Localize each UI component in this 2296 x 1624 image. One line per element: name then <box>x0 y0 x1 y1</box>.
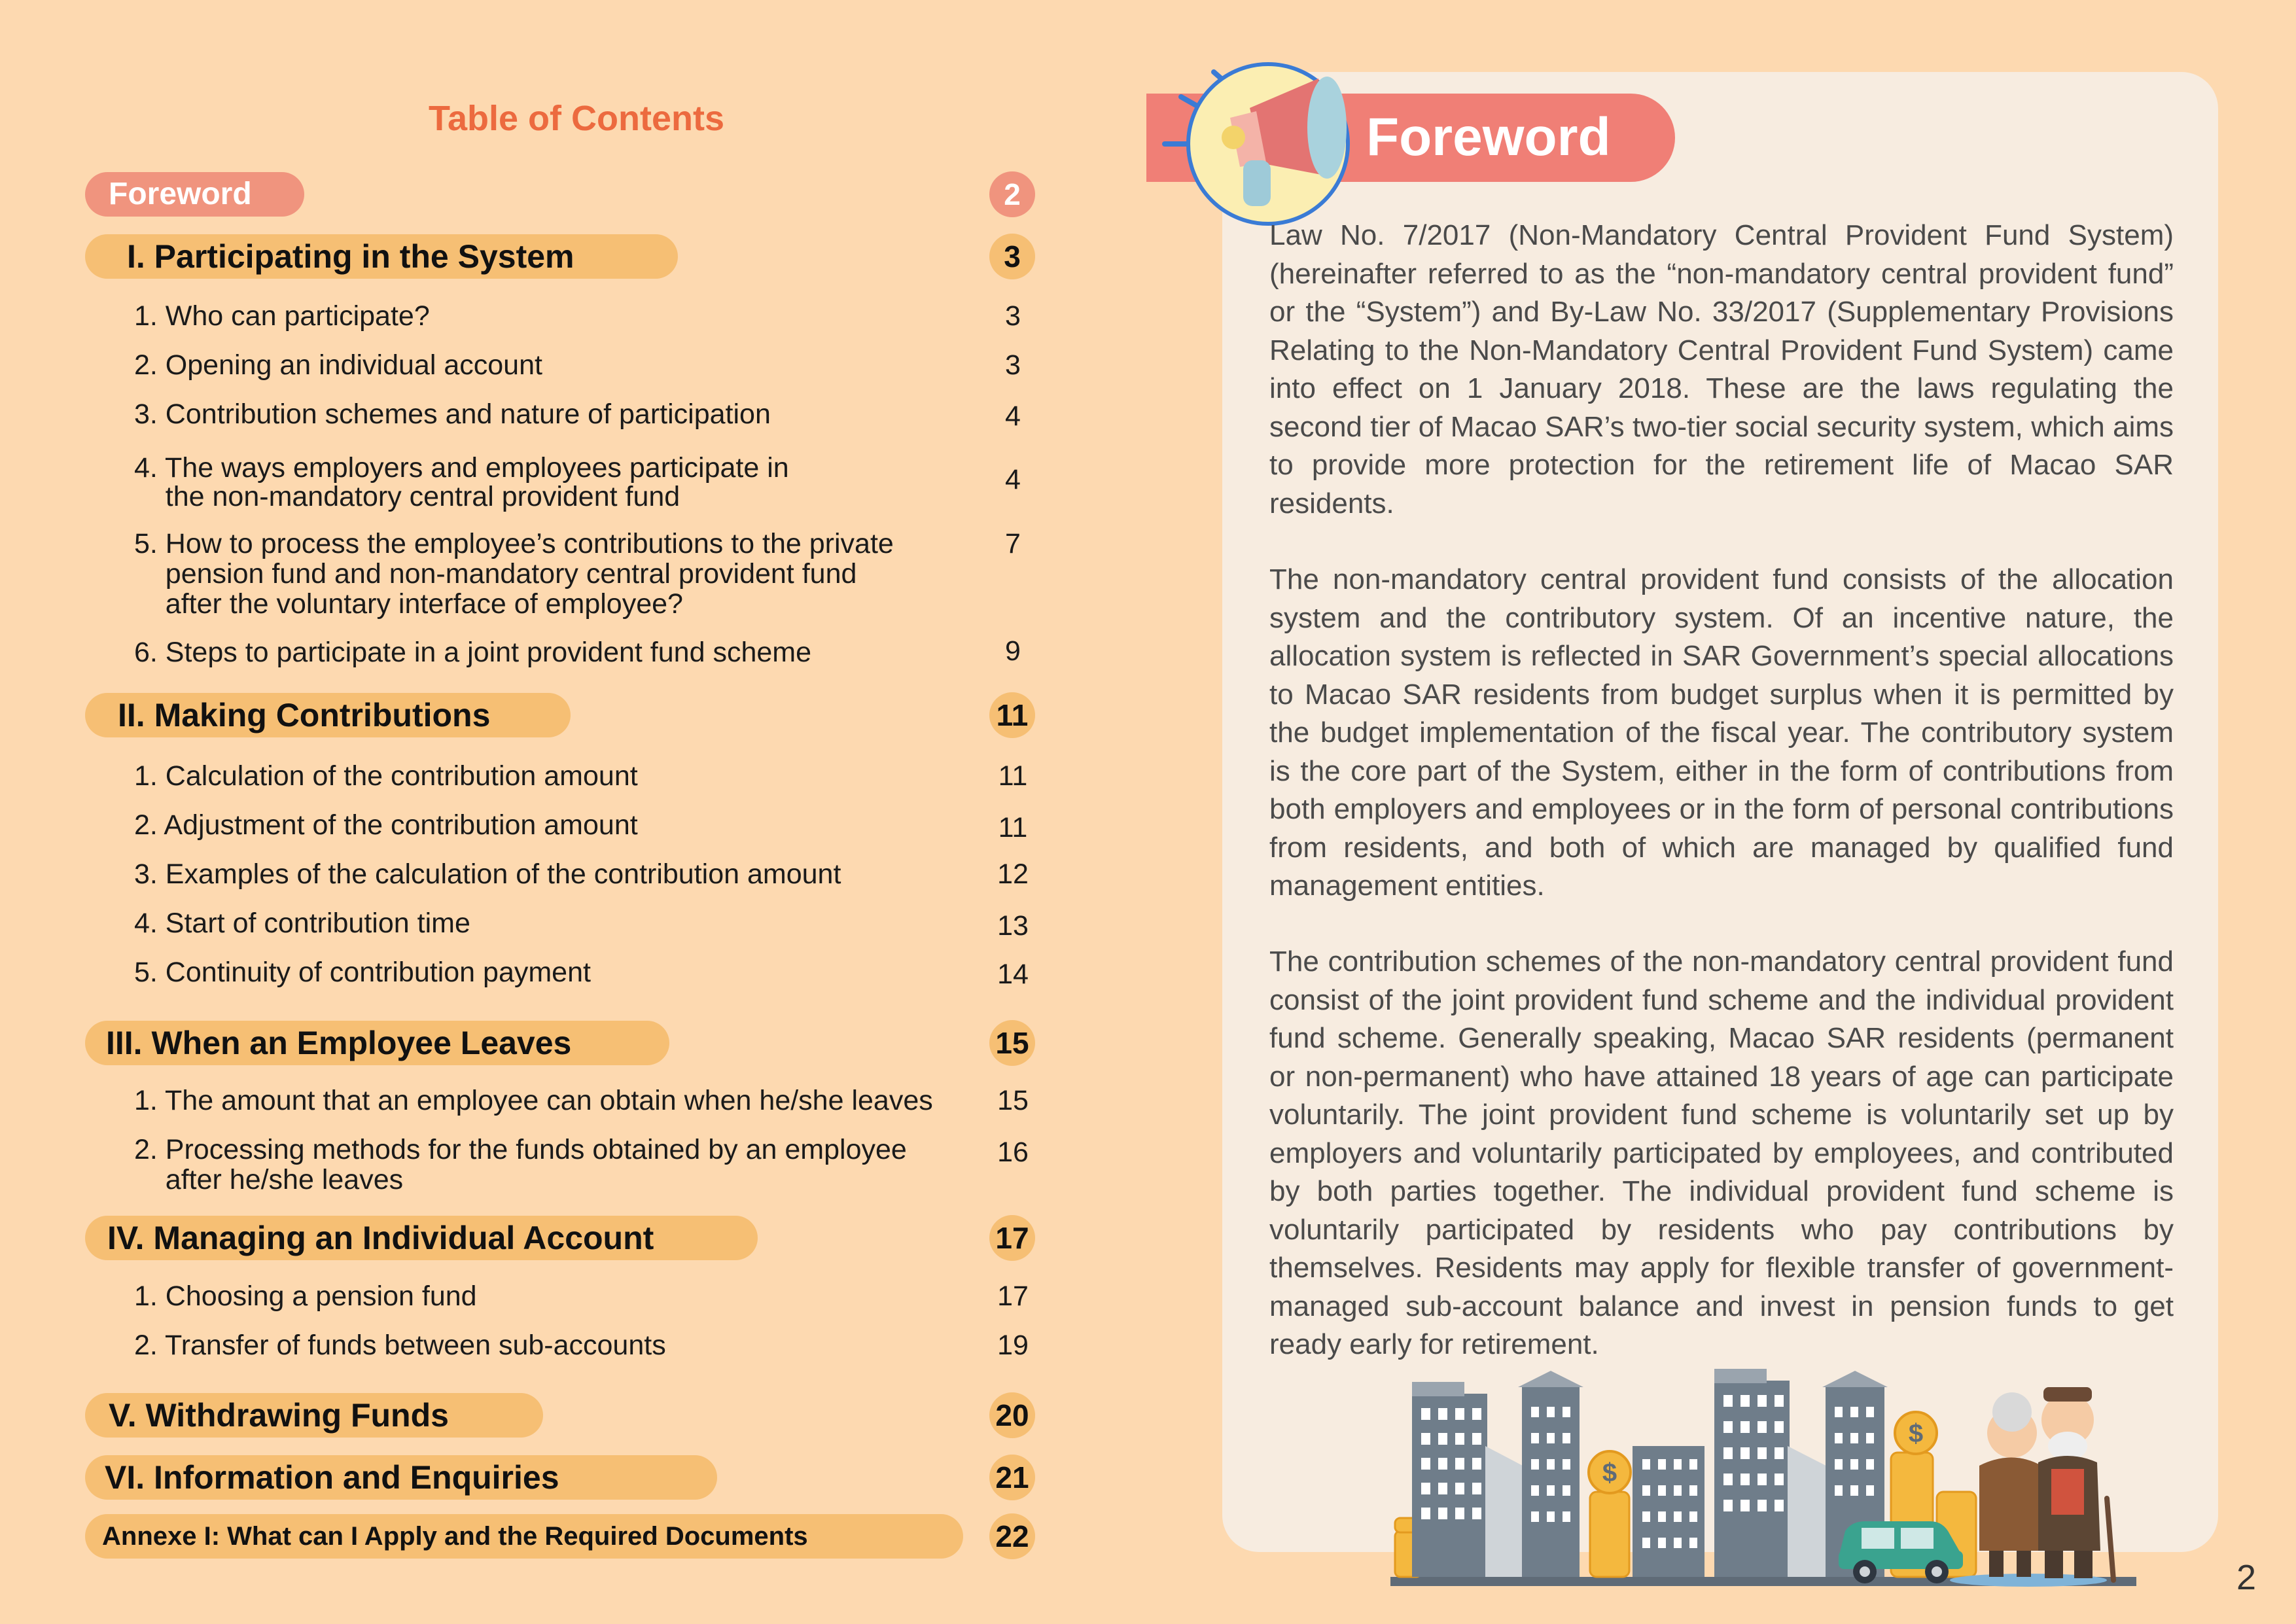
toc-section-5[interactable]: V. Withdrawing Funds <box>85 1393 543 1438</box>
toc-section-1-page: 3 <box>989 234 1035 279</box>
city-illustration <box>1387 1335 2140 1597</box>
toc-section-4[interactable]: IV. Managing an Individual Account <box>85 1216 758 1260</box>
svg-text:$: $ <box>1602 1458 1617 1487</box>
foreword-heading: Foreword <box>1366 107 1611 167</box>
toc-item-page: 11 <box>998 760 1028 792</box>
toc-item-page: 13 <box>997 910 1029 942</box>
toc-item[interactable]: 5. Continuity of contribution payment <box>134 957 591 988</box>
toc-item[interactable]: 4. Start of contribution time <box>134 908 470 939</box>
toc-item-page: 16 <box>997 1137 1029 1168</box>
toc-foreword-pill[interactable]: Foreword <box>85 172 304 217</box>
toc-item-page: 14 <box>997 959 1029 990</box>
toc-item-page: 4 <box>1005 400 1021 432</box>
toc-annexe-page: 22 <box>989 1513 1035 1559</box>
foreword-paragraph-3: The contribution schemes of the non-mandatory central provident fund consist of the joint provident fund scheme and the individual provident fund scheme. Generally speaking, Macao SAR residents (permanent or non-permanent) who have attained 18 years of age can participate voluntarily. The joint provident fund scheme is voluntarily set up by employers and voluntarily participated by employees, and contributed by both parties together. The individual provident fund scheme is voluntarily participated by residents who pay contributions by themselves. Residents may apply for flexible transfer of government-managed sub-account balance and invest in pension funds to get ready early for retirement. <box>1269 945 2174 1360</box>
toc-item[interactable]: 2. Opening an individual account <box>134 349 542 381</box>
toc-item-page: 11 <box>998 812 1028 843</box>
toc-item-page: 4 <box>1005 464 1021 495</box>
toc-item[interactable]: 4. The ways employers and employees participate in the non-mandatory central provident fund <box>134 452 789 512</box>
toc-item-page: 12 <box>997 858 1029 890</box>
toc-section-2[interactable]: II. Making Contributions <box>85 693 571 737</box>
megaphone-icon <box>1152 46 1368 229</box>
toc-item-page: 19 <box>997 1330 1029 1361</box>
toc-item[interactable]: 2. Adjustment of the contribution amount <box>134 809 638 841</box>
toc-item[interactable]: 2. Transfer of funds between sub-accounts <box>134 1330 666 1361</box>
toc-item-page: 15 <box>997 1085 1029 1116</box>
toc-item-page: 7 <box>1005 528 1021 559</box>
toc-section-5-page: 20 <box>989 1392 1035 1438</box>
toc-title: Table of Contents <box>429 99 724 138</box>
toc-section-3-page: 15 <box>989 1020 1035 1066</box>
toc-section-4-page: 17 <box>989 1215 1035 1261</box>
toc-section-6[interactable]: VI. Information and Enquiries <box>85 1455 717 1500</box>
toc-item[interactable]: 3. Contribution schemes and nature of participation <box>134 398 771 430</box>
toc-item[interactable]: 6. Steps to participate in a joint provident fund scheme <box>134 637 812 668</box>
page-number: 2 <box>2236 1558 2257 1597</box>
toc-annexe[interactable]: Annexe I: What can I Apply and the Required Documents <box>85 1514 963 1559</box>
toc-item-page: 17 <box>997 1280 1029 1312</box>
coin-dollar-icon <box>1589 1451 1631 1493</box>
toc-item[interactable]: 1. Choosing a pension fund <box>134 1280 477 1312</box>
toc-section-2-page: 11 <box>989 692 1035 738</box>
toc-item-page: 3 <box>1005 349 1021 381</box>
toc-item[interactable]: 1. Calculation of the contribution amount <box>134 760 638 792</box>
foreword-paragraph-2: The non-mandatory central provident fund consists of the allocation system and the contributory system. Of an incentive nature, the allocation system is reflected in SAR Government’s special allocations to Macao SAR residents from budget surplus when it is permitted by the budget implementation of the fiscal year. The contributory system is the core part of the System, either in the form of contributions from both employers and employees or in the form of personal contributions from residents, and both of which are managed by qualified fund management entities. <box>1269 563 2174 902</box>
foreword-paragraph-1: Law No. 7/2017 (Non-Mandatory Central Provident Fund System) (hereinafter referred to as the “non-mandatory central provident fund” or the “System”) and By-Law No. 33/2017 (Supplementary Provisions Relating to the Non-Mandatory Central Provident Fund System) came into effect on 1 January 2018. These are the laws regulating the second tier of Macao SAR’s two-tier social security system, which aims to provide more protection for the retirement life of Macao SAR residents. <box>1269 219 2174 520</box>
toc-item-page: 9 <box>1005 635 1021 667</box>
toc-section-6-page: 21 <box>989 1455 1035 1500</box>
toc-item[interactable]: 1. Who can participate? <box>134 300 430 332</box>
toc-section-1[interactable]: I. Participating in the System <box>85 234 678 279</box>
svg-text:$: $ <box>1908 1419 1924 1448</box>
toc-foreword-page: 2 <box>989 171 1035 217</box>
toc-item[interactable]: 5. How to process the employee’s contributions to the private pension fund and non-mandatory central provident fund after the voluntary interface of employee? <box>134 528 894 620</box>
coin-dollar-icon <box>1895 1412 1937 1454</box>
toc-item[interactable]: 3. Examples of the calculation of the contribution amount <box>134 858 841 890</box>
toc-item[interactable]: 2. Processing methods for the funds obtained by an employee after he/she leaves <box>134 1134 907 1195</box>
toc-item[interactable]: 1. The amount that an employee can obtain when he/she leaves <box>134 1085 933 1116</box>
toc-item-page: 3 <box>1005 300 1021 332</box>
toc-section-3[interactable]: III. When an Employee Leaves <box>85 1021 669 1065</box>
